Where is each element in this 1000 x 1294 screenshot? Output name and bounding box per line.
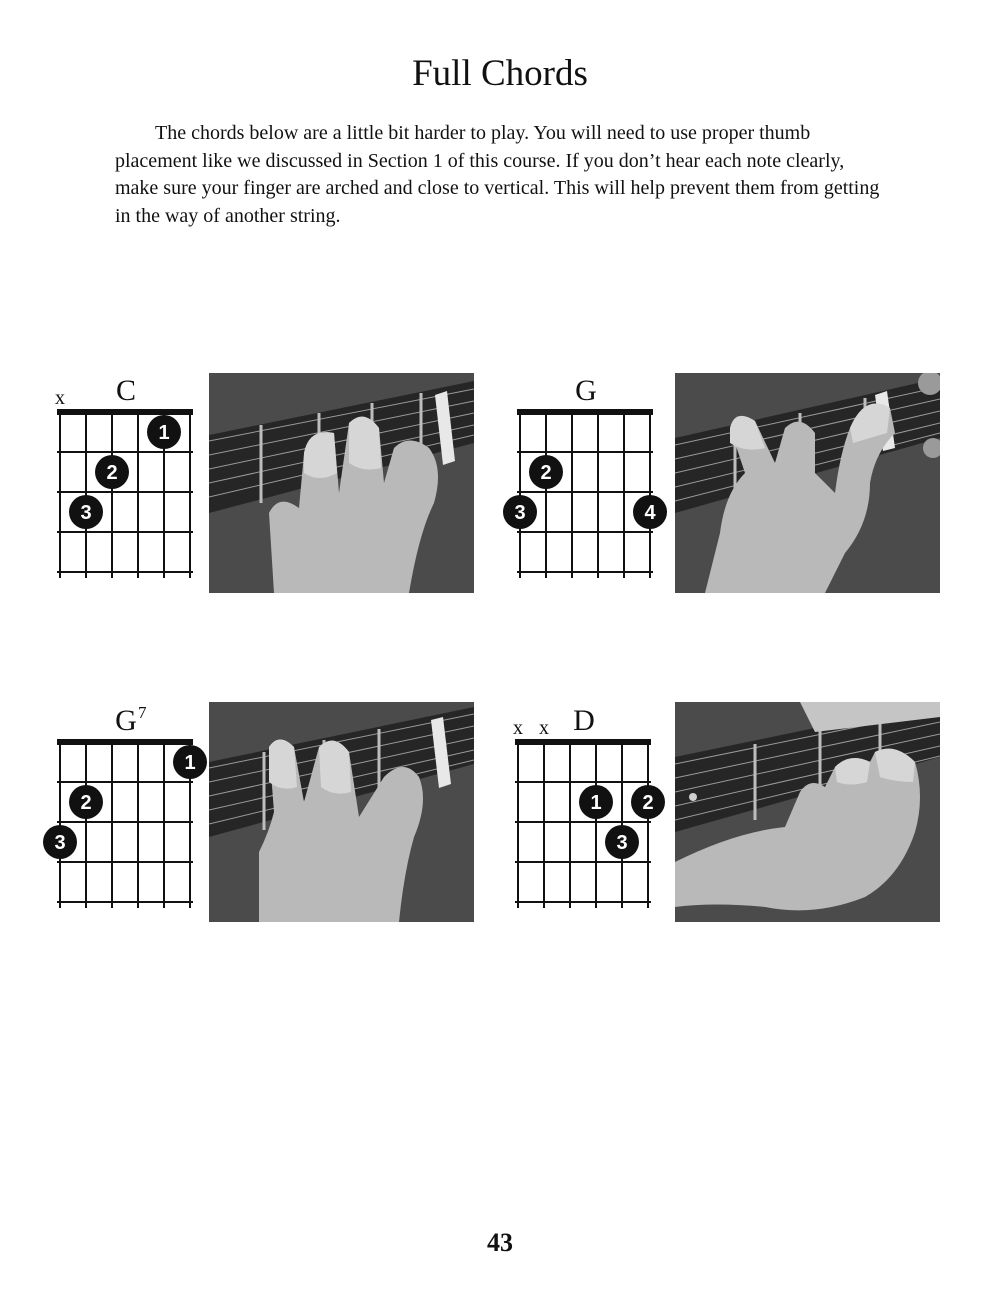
intro-paragraph: The chords below are a little bit harder to play. You will need to use proper thumb placement like we discussed in Section 1 of this course. If you don’t hear each note clearly, make sure your finger are arched and close to vertical. This will help prevent them from getting in the way of another string. (115, 122, 880, 227)
finger-dot (631, 785, 665, 819)
finger-dot (605, 825, 639, 859)
finger-number: 3 (514, 502, 526, 524)
chord-grid (510, 370, 670, 600)
finger-number: 2 (106, 462, 118, 484)
finger-number: 2 (540, 462, 552, 484)
chord-grid (50, 700, 210, 930)
finger-number: 3 (54, 832, 66, 854)
finger-number: 2 (642, 792, 654, 814)
finger-dot (147, 415, 181, 449)
finger-dot (633, 495, 667, 529)
chord-superscript: 7 (138, 703, 147, 722)
chord-name: C (115, 374, 137, 407)
finger-dot (503, 495, 537, 529)
finger-number: 3 (616, 832, 628, 854)
finger-number: 4 (644, 502, 656, 524)
finger-number: 3 (80, 502, 92, 524)
chord-name: D (573, 704, 595, 737)
chord-diagram-g7 (50, 700, 210, 930)
page-number: 43 (487, 1228, 513, 1257)
page-title: Full Chords (412, 53, 588, 94)
finger-number: 1 (158, 422, 170, 444)
nut (57, 409, 193, 415)
hand-fretting-chord-photo (675, 702, 940, 922)
finger-number: 2 (80, 792, 92, 814)
hand-fretting-chord-photo (209, 373, 474, 593)
chord-diagram-c (50, 370, 210, 600)
finger-dot (43, 825, 77, 859)
finger-number: 1 (590, 792, 602, 814)
hand-fretting-chord-photo (209, 702, 474, 922)
finger-dot (69, 495, 103, 529)
muted-string-marker: x (55, 387, 65, 409)
chord-diagram-g (510, 370, 670, 600)
finger-dot (173, 745, 207, 779)
chord-diagram-d (508, 700, 668, 930)
muted-string-marker: x (539, 717, 549, 739)
chord-grid (508, 700, 668, 930)
finger-dot (579, 785, 613, 819)
hand-fretting-chord-photo (675, 373, 940, 593)
nut (517, 409, 653, 415)
nut (515, 739, 651, 745)
finger-dot (95, 455, 129, 489)
finger-dot (69, 785, 103, 819)
finger-dot (529, 455, 563, 489)
muted-string-marker: x (513, 717, 523, 739)
nut (57, 739, 193, 745)
finger-number: 1 (184, 752, 196, 774)
chord-name: G (575, 374, 597, 407)
chord-grid (50, 370, 210, 600)
chord-name: G (115, 704, 137, 737)
